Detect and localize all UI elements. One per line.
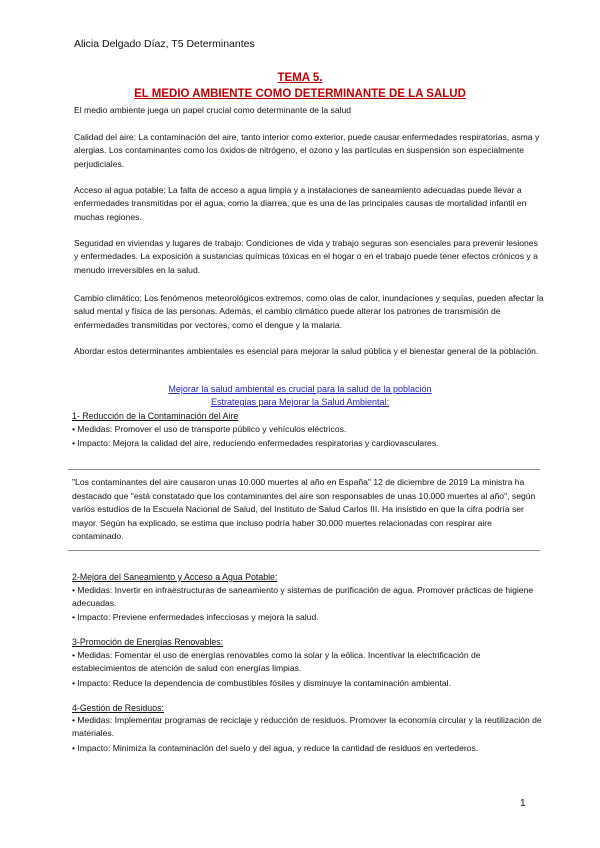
section-2-medidas: • Medidas: Invertir en infraestructuras de saneamiento y sistemas de purificación de agua. Promover prácticas de higiene adecuadas. [72,585,534,609]
climate-change-paragraph: Cambio climático: Los fenómenos meteorológicos extremos, como olas de calor, inundaciones y sequías, pueden afectar la salud mental y física de las personas. Además, el cambio climático puede alterar los patrones de transmisión de enfermedades transmitidas por vectores, como el dengue y la malaria. [74,293,544,330]
section-1-title: 1- Reducción de la Contaminación del Aire [72,411,239,421]
section-2-title: 2-Mejora del Saneamiento y Acceso a Agua Potable: [72,572,278,582]
link-estrategias[interactable]: Estrategias para Mejorar la Salud Ambiental: [210,397,390,407]
section-1-medidas: • Medidas: Promover el uso de transporte público y vehículos eléctricos. [72,424,347,434]
section-1-impacto: • Impacto: Mejora la calidad del aire, reduciendo enfermedades respiratorias y cardiovasculares. [72,438,439,448]
section-3-medidas: • Medidas: Fomentar el uso de energías renovables como la solar y la eólica. Incentivar la electrificación de establecimientos de atención de salud con energías limpias. [72,650,481,674]
divider-top [68,469,540,470]
conclusion-paragraph: Abordar estos determinantes ambientales es esencial para mejorar la salud pública y el bienestar general de la población. [74,346,539,356]
page-header: Alicia Delgado Díaz, T5 Determinantes [74,38,255,50]
section-4-impacto: • Impacto: Minimiza la contaminación del suelo y del agua, y reduce la cantidad de residuos en vertederos. [72,743,479,753]
section-3-title: 3-Promoción de Energías Renovables: [72,637,224,647]
air-quality-paragraph: Calidad del aire: La contaminación del aire, tanto interior como exterior, puede causar enfermedades respiratorias, asma y alergias. Los contaminantes como los óxidos de nitrógeno, el ozono y las partículas en suspensión son especialmente perjudiciales. [74,132,540,169]
section-3-impacto: • Impacto: Reduce la dependencia de combustibles fósiles y disminuye la contaminación ambiental. [72,678,451,688]
news-quote: "Los contaminantes del aire causaron unas 10.000 muertes al año en España" 12 de diciembre de 2019 La ministra ha destacado que "está constatado que los contaminantes del aire son responsables de unas 10.000 muertes al año", según varios estudios de la Escuela Nacional de Salud, del Instituto de Salud Carlos III. Ha insistido en que la cifra podría ser mayor. Según ha explicado, se estima que incluso podría haber 30.000 muertes relacionadas con respirar aire contaminado. [72,477,536,542]
intro-paragraph: El medio ambiente juega un papel crucial como determinante de la salud [74,105,352,115]
safety-paragraph: Seguridad en viviendas y lugares de trabajo: Condiciones de vida y trabajo seguras son esenciales para prevenir lesiones y enfermedades. La exposición a sustancias químicas tóxicas en el hogar o en el trabajo puede tener efectos crónicos y a menudo irreversibles en la salud. [74,238,538,275]
page-number: 1 [520,798,526,809]
drinking-water-paragraph: Acceso al agua potable: La falta de acceso a agua limpia y a instalaciones de saneamiento adecuadas puede llevar a enfermedades transmitidas por el agua, como la diarrea, que es una de las principales causas de mortalidad infantil en muchas regiones. [74,185,527,222]
document-title-line1: TEMA 5. [277,72,323,84]
link-salud-ambiental[interactable]: Mejorar la salud ambiental es crucial para la salud de la población [168,384,432,394]
section-4-medidas: • Medidas: Implementar programas de reciclaje y reducción de residuos. Promover la economía circular y la reutilización de materiales. [72,715,542,739]
divider-bottom [68,550,540,551]
section-2-impacto: • Impacto: Previene enfermedades infecciosas y mejora la salud. [72,612,319,622]
section-4-title: 4-Gestión de Residuos: [72,703,164,713]
document-title-line2: EL MEDIO AMBIENTE COMO DETERMINANTE DE LA SALUD [134,88,466,100]
